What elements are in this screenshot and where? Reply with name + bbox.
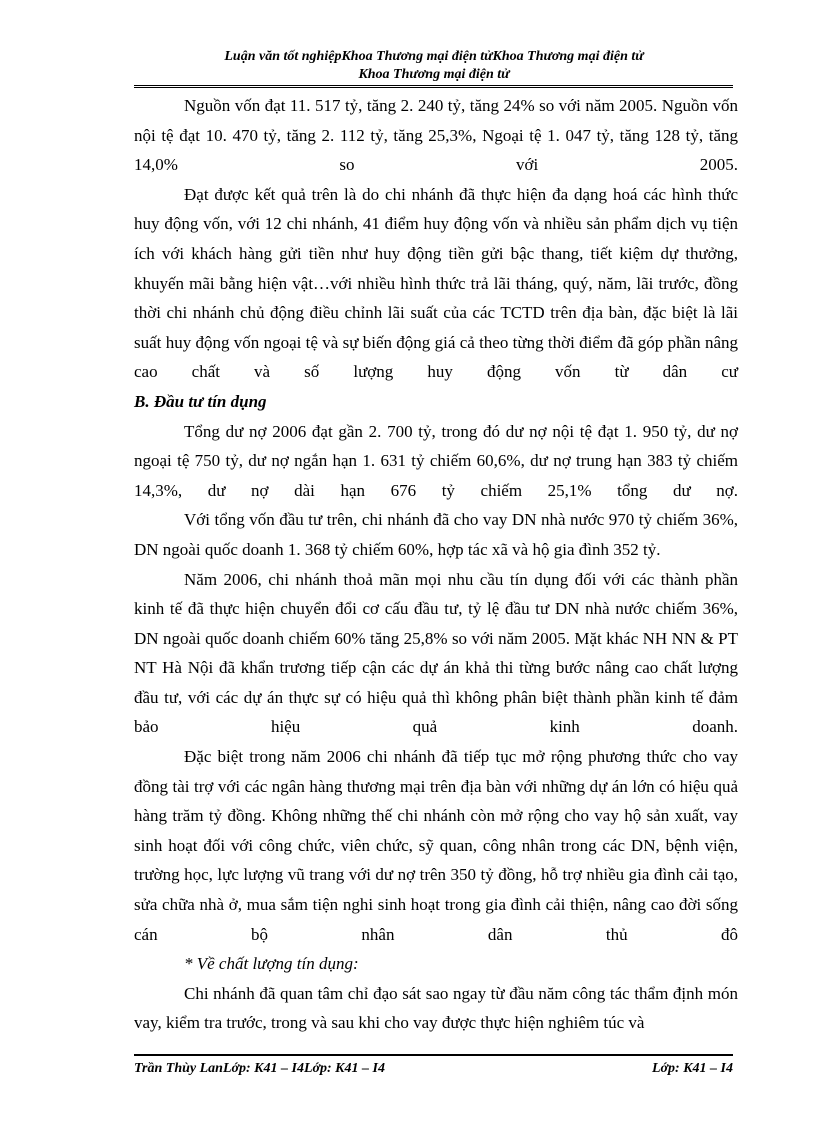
paragraph-credit-quality: Chi nhánh đã quan tâm chỉ đạo sát sao ngay từ đầu năm công tác thẩm định món vay, kiểm tra trước, trong và sau khi cho vay được thực hiện nghiêm túc và — [134, 983, 738, 1033]
header-rule — [134, 85, 733, 88]
paragraph-year-2006: Năm 2006, chi nhánh thoả mãn mọi nhu cầu tín dụng đối với các thành phần kinh tế đã thực hiện chuyển đổi cơ cấu đầu tư, tỷ lệ đầu tư DN nhà nước chiếm 36%, DN ngoài quốc doanh chiếm 60% tăng 25,8% so với năm 2005. Mặt khác NH NN & PT NT Hà Nội đã khẩn trương tiếp cận các dự án khả thi từng bước nâng cao chất lượng đầu tư, với các dự án thực sự có hiệu quả thì không phân biệt thành phần kinh tế đảm bảo hiệu quả kinh doanh. — [134, 569, 738, 737]
paragraph-capital-sources: Nguồn vốn đạt 11. 517 tỷ, tăng 2. 240 tỷ, tăng 24% so với năm 2005. Nguồn vốn nội tệ đạt 10. 470 tỷ, tăng 2. 112 tỷ, tăng 25,3%, Ngoại tệ 1. 047 tỷ, tăng 128 tỷ, tăng 14,0% so với 2005. — [134, 96, 738, 175]
header-line-1: Luận văn tốt nghiệpKhoa Thương mại điện tửKhoa Thương mại điện tử — [224, 49, 644, 64]
document-body — [134, 91, 738, 1038]
paragraph-lending-breakdown: Với tổng vốn đầu tư trên, chi nhánh đã cho vay DN nhà nước 970 tỷ chiếm 36%, DN ngoài quốc doanh 1. 368 tỷ chiếm 60%, hợp tác xã và hộ gia đình 352 tỷ. — [134, 510, 738, 559]
header-line-2: Khoa Thương mại điện tử — [358, 67, 510, 82]
paragraph-co-financing: Đặc biệt trong năm 2006 chi nhánh đã tiếp tục mở rộng phương thức cho vay đồng tài trợ với các ngân hàng thương mại trên địa bàn với những dự án lớn có hiệu quả hàng trăm tỷ đồng. Không những thế chi nhánh còn mở rộng cho vay hộ sản xuất, vay sinh hoạt đối với công chức, viên chức, sỹ quan, công nhân trong các DN, bệnh viện, trường học, lực lượng vũ trang với dư nợ trên 350 tỷ đồng, hỗ trợ nhiều gia đình cải tạo, sửa chữa nhà ở, mua sắm tiện nghi sinh hoạt trong gia đình cải thiện, nâng cao đời sống cán bộ nhân dân thủ đô — [134, 747, 738, 944]
paragraph-total-debt: Tổng dư nợ 2006 đạt gần 2. 700 tỷ, trong đó dư nợ nội tệ đạt 1. 950 tỷ, dư nợ ngoại tệ 750 tỷ, dư nợ ngắn hạn 1. 631 tỷ chiếm 60,6%, dư nợ trung hạn 383 tỷ chiếm 14,3%, dư nợ dài hạn 676 tỷ chiếm 25,1% tổng dư nợ. — [134, 421, 738, 500]
paragraph-capital-reasons: Đạt được kết quả trên là do chi nhánh đã thực hiện đa dạng hoá các hình thức huy động vốn, với 12 chi nhánh, 41 điểm huy động vốn và nhiều sản phẩm dịch vụ tiện ích với khách hàng gửi tiền như huy động tiền gửi bậc thang, tiết kiệm dự thưởng, khuyến mãi bằng hiện vật…với nhiều hình thức trả lãi tháng, quý, năm, lãi trước, đồng thời chi nhánh chủ động điều chỉnh lãi suất của các TCTD trên địa bàn, đặc biệt là lãi suất huy động vốn ngoại tệ và sự biến động giá cả theo từng thời điểm đã góp phần nâng cao chất và số lượng huy động vốn từ dân cư — [134, 184, 738, 382]
section-heading-credit-investment: B. Đầu tư tín dụng — [134, 391, 267, 411]
footer-author: Trần Thùy LanLớp: K41 – I4Lớp: K41 – I4 — [134, 1061, 385, 1076]
footer-rule — [134, 1054, 733, 1056]
page-header — [134, 48, 734, 84]
subheading-credit-quality: * Về chất lượng tín dụng: — [184, 954, 359, 974]
footer-class: Lớp: K41 – I4 — [651, 1061, 733, 1076]
